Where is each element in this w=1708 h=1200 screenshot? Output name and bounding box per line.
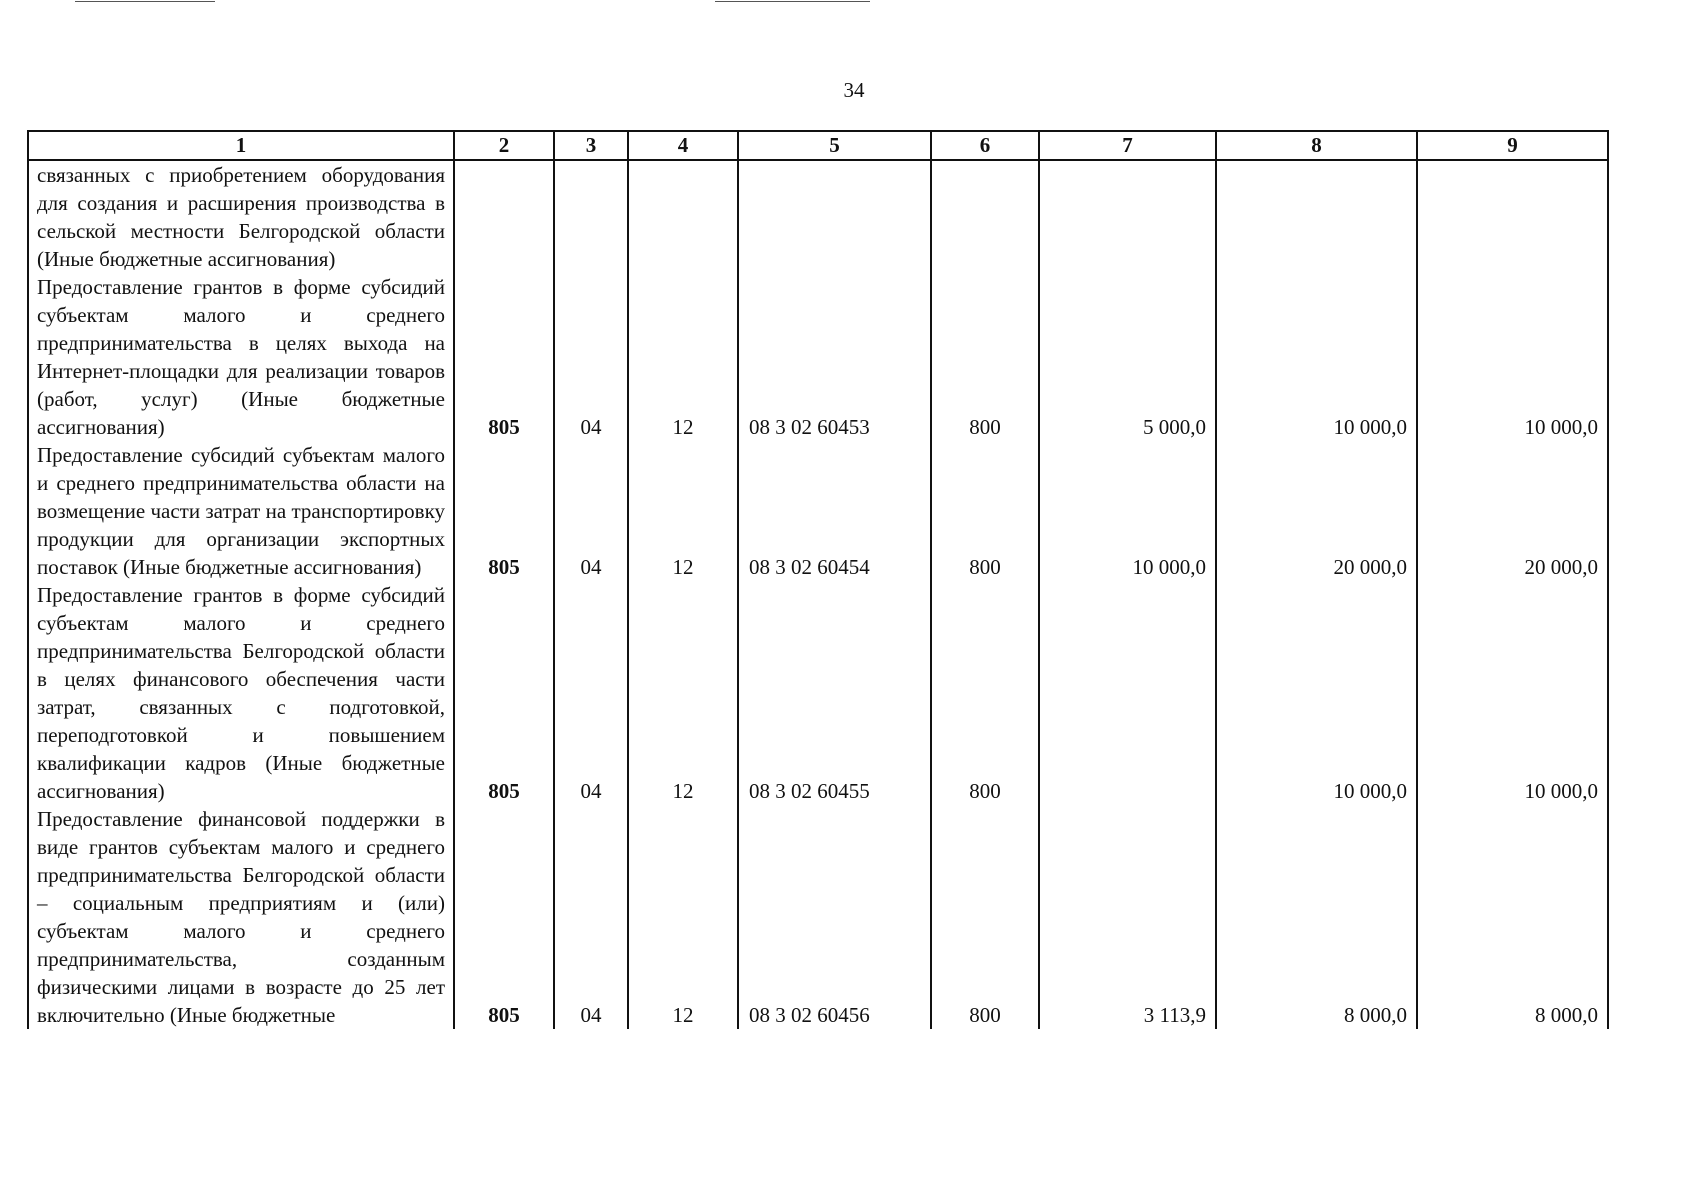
cell-amount-col8: 8 000,0 [1216, 805, 1417, 1029]
cell-target-article [738, 160, 931, 273]
cell-amount-col8: 10 000,0 [1216, 581, 1417, 805]
cell-target-article: 08 3 02 60456 [738, 805, 931, 1029]
cell-ministry-code: 805 [454, 273, 554, 441]
cell-ministry-code [454, 160, 554, 273]
cell-target-article: 08 3 02 60454 [738, 441, 931, 581]
column-header: 6 [931, 131, 1039, 160]
column-header: 3 [554, 131, 628, 160]
cell-amount-col9: 20 000,0 [1417, 441, 1608, 581]
cell-section: 04 [554, 441, 628, 581]
cell-amount-col9 [1417, 160, 1608, 273]
cell-ministry-code: 805 [454, 441, 554, 581]
cell-expense-type [931, 160, 1039, 273]
table-row [28, 805, 1608, 1029]
cell-ministry-code: 805 [454, 581, 554, 805]
page-number: 34 [843, 78, 865, 102]
column-header: 7 [1039, 131, 1216, 160]
column-header: 8 [1216, 131, 1417, 160]
column-header: 4 [628, 131, 738, 160]
row-description [28, 581, 454, 805]
cell-amount-col7 [1039, 581, 1216, 805]
cell-amount-col9: 8 000,0 [1417, 805, 1608, 1029]
cell-target-article: 08 3 02 60453 [738, 273, 931, 441]
table-row [28, 273, 1608, 441]
cell-amount-col8: 10 000,0 [1216, 273, 1417, 441]
row-description [28, 273, 454, 441]
cell-section: 04 [554, 273, 628, 441]
row-description-text: Предоставление грантов в форме субсидий субъектам малого и среднего предпринимательства Белгородской области в целях финансового обеспечения части затрат, связанных с подготовкой, переподготовкой и повышением квалификации кадров (Иные бюджетные ассигнования) [37, 583, 445, 803]
cell-target-article: 08 3 02 60455 [738, 581, 931, 805]
cell-expense-type: 800 [931, 805, 1039, 1029]
scan-artifact-line [75, 1, 215, 2]
cell-amount-col7: 10 000,0 [1039, 441, 1216, 581]
cell-expense-type: 800 [931, 273, 1039, 441]
table-row [28, 160, 1608, 273]
budget-table [27, 130, 1609, 1029]
scan-artifact-line [715, 1, 870, 2]
cell-amount-col7: 5 000,0 [1039, 273, 1216, 441]
column-header: 5 [738, 131, 931, 160]
cell-subsection: 12 [628, 581, 738, 805]
cell-subsection [628, 160, 738, 273]
cell-amount-col9: 10 000,0 [1417, 581, 1608, 805]
cell-expense-type: 800 [931, 441, 1039, 581]
cell-expense-type: 800 [931, 581, 1039, 805]
cell-amount-col9: 10 000,0 [1417, 273, 1608, 441]
row-description-text: связанных с приобретением оборудования для создания и расширения производства в сельской местности Белгородской области (Иные бюджетные ассигнования) [37, 163, 445, 271]
row-description-text: Предоставление субсидий субъектам малого и среднего предпринимательства области на возмещение части затрат на транспортировку продукции для организации экспортных поставок (Иные бюджетные ассигнования) [37, 443, 445, 579]
table-row [28, 581, 1608, 805]
cell-amount-col8 [1216, 160, 1417, 273]
row-description-text: Предоставление финансовой поддержки в виде грантов субъектам малого и среднего предпринимательства Белгородской области – социальным предприятиям и (или) субъектам малого и среднего предпринимательства, созданным физическими лицами в возрасте до 25 лет включительно (Иные бюджетные [37, 807, 445, 1027]
row-description [28, 441, 454, 581]
cell-section: 04 [554, 581, 628, 805]
row-description-text: Предоставление грантов в форме субсидий субъектам малого и среднего предпринимательства в целях выхода на Интернет-площадки для реализации товаров (работ, услуг) (Иные бюджетные ассигнования) [37, 275, 445, 439]
table-row [28, 441, 1608, 581]
cell-amount-col7 [1039, 160, 1216, 273]
row-description [28, 805, 454, 1029]
cell-section [554, 160, 628, 273]
cell-amount-col7: 3 113,9 [1039, 805, 1216, 1029]
column-header: 1 [28, 131, 454, 160]
cell-section: 04 [554, 805, 628, 1029]
header-row [28, 131, 1608, 160]
column-header: 2 [454, 131, 554, 160]
cell-subsection: 12 [628, 441, 738, 581]
column-header: 9 [1417, 131, 1608, 160]
cell-ministry-code: 805 [454, 805, 554, 1029]
cell-subsection: 12 [628, 805, 738, 1029]
row-description [28, 160, 454, 273]
cell-subsection: 12 [628, 273, 738, 441]
cell-amount-col8: 20 000,0 [1216, 441, 1417, 581]
